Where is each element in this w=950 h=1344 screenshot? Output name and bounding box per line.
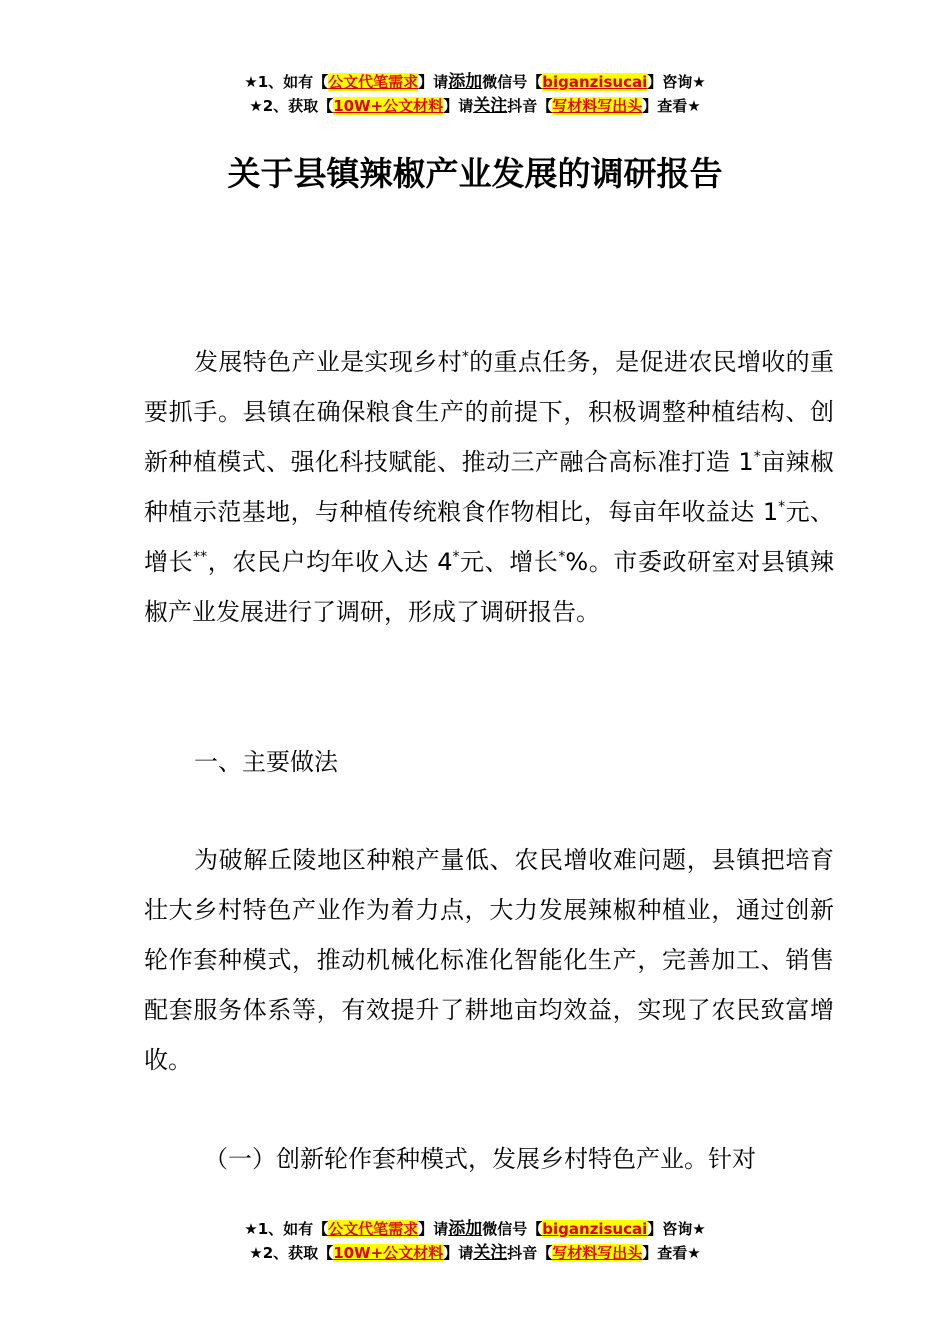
header-line-1-emphasis: 添加 [448, 72, 483, 92]
document-intro [144, 337, 834, 637]
footer-line-1 [0, 1217, 950, 1241]
footer-line-1-emphasis: 添加 [448, 1219, 483, 1239]
header-highlight-materials: 10W+公文材料 [333, 97, 444, 115]
header-line-2-text: 】请 [443, 97, 474, 115]
header-line-1-text-2: 微信号【 [482, 73, 543, 91]
footer-line-2-prefix: ★2、获取【 [249, 1244, 334, 1262]
footer-line-1-suffix: 】咨询★ [647, 1220, 706, 1238]
header-banner [0, 70, 950, 118]
header-line-1 [0, 70, 950, 94]
header-line-1-prefix: ★1、如有【 [244, 73, 329, 91]
header-line-2-text-2: 抖音【 [507, 97, 553, 115]
footer-line-2-text-2: 抖音【 [507, 1244, 553, 1262]
footer-banner [0, 1217, 950, 1265]
footer-highlight-wechat-id: biganzisucai [542, 1220, 648, 1238]
footer-line-1-text: 】请 [418, 1220, 449, 1238]
footer-line-2 [0, 1241, 950, 1265]
document-title: 关于县镇辣椒产业发展的调研报告 [227, 154, 723, 193]
header-line-2-prefix: ★2、获取【 [249, 97, 334, 115]
header-line-2 [0, 94, 950, 118]
header-highlight-wechat-id: biganzisucai [542, 73, 648, 91]
footer-highlight-douyin-account: 写材料写出头 [552, 1244, 643, 1262]
footer-line-2-emphasis: 关注 [473, 1243, 508, 1263]
header-line-1-suffix: 】咨询★ [647, 73, 706, 91]
header-line-1-text: 】请 [418, 73, 449, 91]
header-line-2-suffix: 】查看★ [642, 97, 701, 115]
section-1-heading: 一、主要做法 [194, 748, 338, 776]
header-highlight-douyin-account: 写材料写出头 [552, 97, 643, 115]
footer-line-1-text-2: 微信号【 [482, 1220, 543, 1238]
footer-line-1-prefix: ★1、如有【 [244, 1220, 329, 1238]
footer-highlight-materials: 10W+公文材料 [333, 1244, 444, 1262]
header-line-2-emphasis: 关注 [473, 96, 508, 116]
footer-line-2-text: 】请 [443, 1244, 474, 1262]
section-1-paragraph: 为破解丘陵地区种粮产量低、农民增收难问题，县镇把培育壮大乡村特色产业作为着力点，大力发展辣椒种植业，通过创新轮作套种模式，推动机械化标准化智能化生产，完善加工、销售配套服务体系等，有效提升了耕地亩均效益，实现了农民致富增收。 [144, 846, 834, 1074]
header-highlight-writing-service: 公文代笔需求 [328, 73, 419, 91]
subsection-1-block [144, 1134, 844, 1184]
intro-paragraph: 发展特色产业是实现乡村*的重点任务，是促进农民增收的重要抓手。县镇在确保粮食生产的前提下，积极调整种植结构、创新种植模式、强化科技赋能、推动三产融合高标准打造 1*亩辣椒种植示范基地，与种植传统粮食作物相比，每亩年收益达 1*元、增长**，农民户均年收入达 4*元、增长*%。市委政研室对县镇辣椒产业发展进行了调研，形成了调研报告。 [144, 348, 835, 626]
footer-highlight-writing-service: 公文代笔需求 [328, 1220, 419, 1238]
footer-line-2-suffix: 】查看★ [642, 1244, 701, 1262]
section-1-body [144, 835, 834, 1085]
section-1-heading-block [144, 737, 834, 787]
subsection-1-heading: （一）创新轮作套种模式，发展乡村特色产业。针对 [204, 1145, 756, 1173]
